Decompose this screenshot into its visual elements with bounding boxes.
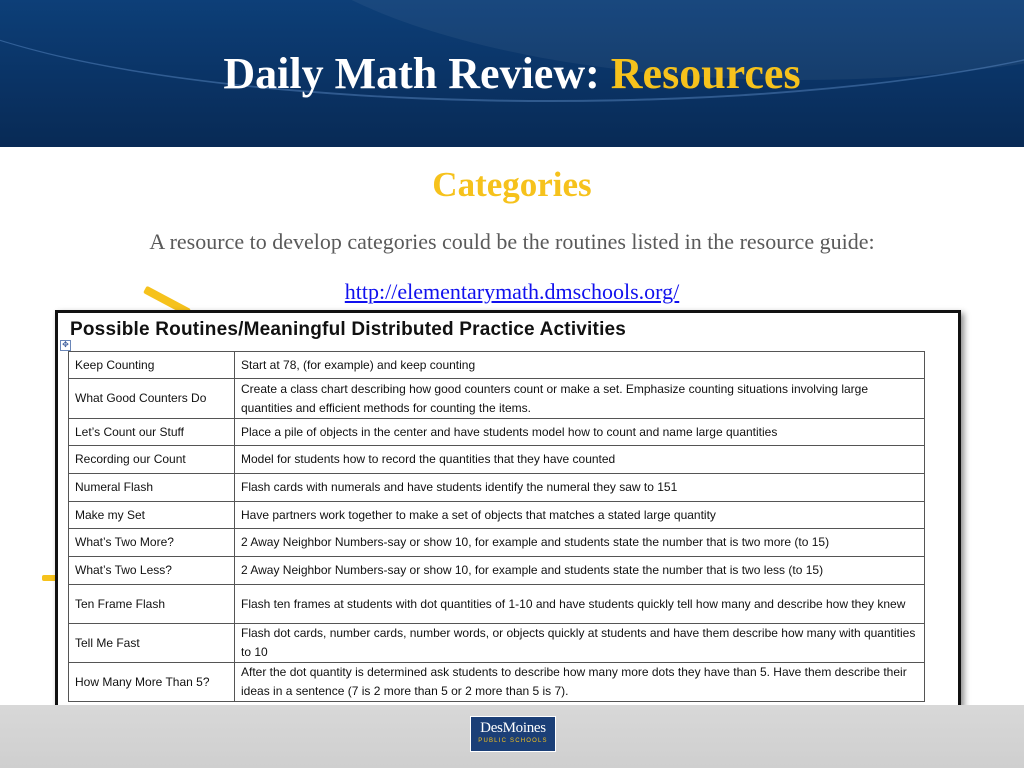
routine-name: What’s Two More? [69, 529, 235, 557]
routine-description: Flash cards with numerals and have students identify the numeral they saw to 151 [235, 474, 925, 502]
routine-description: Model for students how to record the quantities that they have counted [235, 446, 925, 474]
table-row [69, 379, 925, 419]
routine-name: Numeral Flash [69, 474, 235, 502]
slide-header [0, 0, 1024, 147]
routine-name: Recording our Count [69, 446, 235, 474]
routine-name: Keep Counting [69, 352, 235, 379]
table-row [69, 624, 925, 663]
routine-description: Create a class chart describing how good counters count or make a set. Emphasize counting situations involving large quantities and efficient methods for counting the items. [235, 379, 925, 419]
routine-description: After the dot quantity is determined ask students to describe how many more dots they have than 5. Have them describe their ideas in a sentence (7 is 2 more than 5 or 2 more than 5 is 7). [235, 663, 925, 702]
table-row [69, 557, 925, 585]
routine-name: What Good Counters Do [69, 379, 235, 419]
routine-description: Have partners work together to make a set of objects that matches a stated large quantity [235, 502, 925, 529]
table-row [69, 419, 925, 446]
routine-description: 2 Away Neighbor Numbers-say or show 10, for example and students state the number that is two less (to 15) [235, 557, 925, 585]
slide-title-main: Daily Math Review: [223, 49, 600, 98]
routine-name: Ten Frame Flash [69, 585, 235, 624]
table-row [69, 446, 925, 474]
table-row [69, 663, 925, 702]
slide-title-accent: Resources [610, 49, 801, 98]
routine-name: Let’s Count our Stuff [69, 419, 235, 446]
routine-description: 2 Away Neighbor Numbers-say or show 10, for example and students state the number that is two more (to 15) [235, 529, 925, 557]
routines-table [68, 351, 925, 702]
table-row [69, 474, 925, 502]
routine-description: Flash dot cards, number cards, number words, or objects quickly at students and have them describe how many with quantities to 10 [235, 624, 925, 663]
routines-document-image [55, 310, 961, 708]
slide-title [0, 48, 1024, 99]
des-moines-public-schools-logo [470, 716, 556, 752]
table-row [69, 502, 925, 529]
routine-description: Flash ten frames at students with dot quantities of 1-10 and have students quickly tell how many and describe how they knew [235, 585, 925, 624]
routine-name: Tell Me Fast [69, 624, 235, 663]
section-subtitle: Categories [432, 165, 592, 204]
routine-name: What’s Two Less? [69, 557, 235, 585]
logo-line-1: DesMoines [480, 720, 546, 736]
table-row [69, 529, 925, 557]
routine-description: Start at 78, (for example) and keep counting [235, 352, 925, 379]
routine-description: Place a pile of objects in the center and have students model how to count and name large quantities [235, 419, 925, 446]
logo-line-2: PUBLIC SCHOOLS [478, 738, 548, 744]
routine-name: How Many More Than 5? [69, 663, 235, 702]
table-move-handle-icon: ✥ [60, 340, 71, 351]
resource-link[interactable]: http://elementarymath.dmschools.org/ [344, 279, 680, 304]
table-row [69, 585, 925, 624]
document-title: Possible Routines/Meaningful Distributed Practice Activities [70, 319, 627, 340]
routine-name: Make my Set [69, 502, 235, 529]
section-description: A resource to develop categories could be the routines listed in the resource guide: [149, 229, 875, 254]
table-row [69, 352, 925, 379]
